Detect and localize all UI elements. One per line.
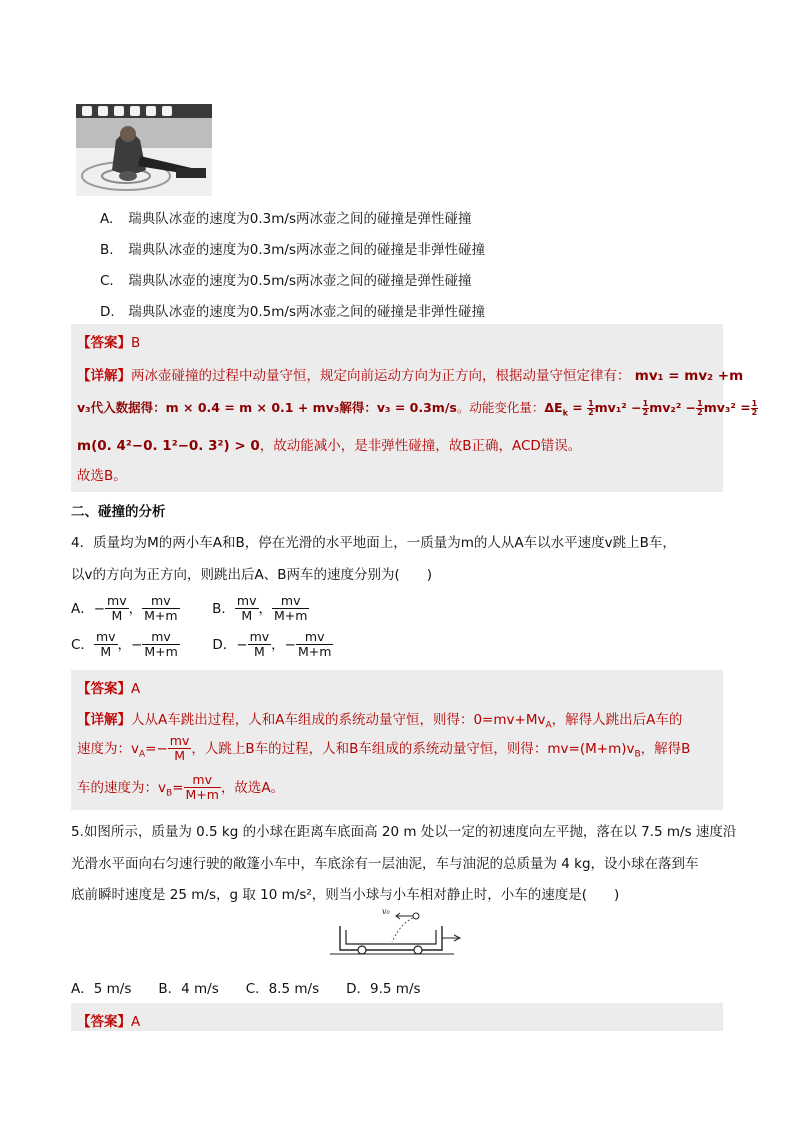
option-label: D. [100,304,115,320]
q3-option-a [100,207,472,227]
q4-option-b: B． $\frac{mv}{M}$ ， $\frac{mv}{M+m}$ [212,593,308,624]
q4-answer-box [71,670,723,810]
section-heading: 二、碰撞的分析 [71,504,166,520]
q3-detail-line-2: v₃代入数据得：m × 0.4 = m × 0.1 + mv₃解得：v₃ = 0.3m/s。动能变化量：$\Delta E_k$ = $\frac{1}{2}$ mv₁² − $\frac{1}{2}$ mv₂² − $\frac{1}{2}$ mv₃² = $\frac{1}{2}$ [77,399,758,418]
q3-answer: 【答案】B [77,335,141,351]
q4-line-2: 以v的方向为正方向，则跳出后A、B两车的速度分别为( ) [71,567,433,583]
option-label: B. [100,242,114,258]
q5-options: A．5 m/s B．4 m/s C．8.5 m/s D．9.5 m/s [71,981,421,997]
q4-options-row-1 [71,594,309,624]
option-text: 瑞典队冰壶的速度为0.3m/s两冰壶之间的碰撞是非弹性碰撞 [128,242,485,258]
q4-detail-line-2: 速度为：$v_A=-$ $\frac{mv}{M}$ ，人跳上B车的过程，人和B车组成的系统动量守恒，则得：$mv=(M+m)v_B$，解得B [77,733,691,764]
q3-detail-line-1: 【详解】两冰壶碰撞的过程中动量守恒，规定向前运动方向为正方向，根据动量守恒定律有： mv₁ = mv₂ +m [77,368,744,384]
q3-option-c [100,269,472,289]
cart-diagram-svg [330,904,466,960]
q4-options-row-2 [71,630,333,660]
q4-detail-line-1: 【详解】人从A车跳出过程，人和A车组成的系统动量守恒，则得：$0=mv+Mv_A$，解得人跳出后A车的 [77,712,683,731]
option-text: 瑞典队冰壶的速度为0.5m/s两冰壶之间的碰撞是弹性碰撞 [128,273,472,289]
q5-line-2: 光滑水平面向右匀速行驶的敞篷小车中，车底涂有一层油泥，车与油泥的总质量为 4 kg，设小球在落到车 [71,856,699,872]
q5-line-1: 5.如图所示，质量为 0.5 kg 的小球在距离车底面高 20 m 处以一定的初速度向左平抛，落在以 7.5 m/s 速度沿 [71,824,737,840]
option-label: C. [100,273,114,289]
v0-label: v₀ [382,907,390,916]
q4-option-c: C． $\frac{mv}{M}$ ，− $\frac{mv}{M+m}$ [71,629,178,660]
q5-line-3: 底前瞬时速度是 25 m/s，g 取 10 m/s²，则当小球与小车相对静止时，小车的速度是( ) [71,887,620,903]
option-text: 瑞典队冰壶的速度为0.3m/s两冰壶之间的碰撞是弹性碰撞 [128,211,472,227]
q4-option-a: A．− $\frac{mv}{M}$ ， $\frac{mv}{M+m}$ [71,593,178,624]
option-text: 瑞典队冰壶的速度为0.5m/s两冰壶之间的碰撞是非弹性碰撞 [128,304,485,320]
curling-photo-image [76,104,212,196]
q3-answer-box [71,324,758,492]
q3-option-d [100,300,485,320]
q3-detail-line-3: m(0. 4²−0. 1²−0. 3²) > 0，故动能减小，是非弹性碰撞，故B正确，ACD错误。 [77,438,582,454]
half-fraction: $\frac{1}{2}$ [697,399,703,417]
cart-diagram [330,904,466,960]
q4-answer: 【答案】A [77,681,141,697]
half-fraction: $\frac{1}{2}$ [642,399,649,417]
half-fraction: $\frac{1}{2}$ [588,399,594,417]
q4-detail-line-3: 车的速度为：$v_B=$ $\frac{mv}{M+m}$ ，故选A。 [77,772,285,803]
q5-answer: 【答案】A [77,1014,141,1030]
q5-answer-box [71,1003,723,1031]
q4-line-1: 4．质量均为M的两小车A和B，停在光滑的水平地面上，一质量为m的人从A车以水平速度v跳上B车， [71,535,676,551]
half-fraction: $\frac{1}{2}$ [751,399,758,417]
q3-option-b [100,238,485,258]
curling-photo [76,104,212,196]
q3-detail-line-4: 故选B。 [77,468,127,484]
option-label: A. [100,211,114,227]
q4-option-d: D．− $\frac{mv}{M}$ ，− $\frac{mv}{M+m}$ [212,629,332,660]
